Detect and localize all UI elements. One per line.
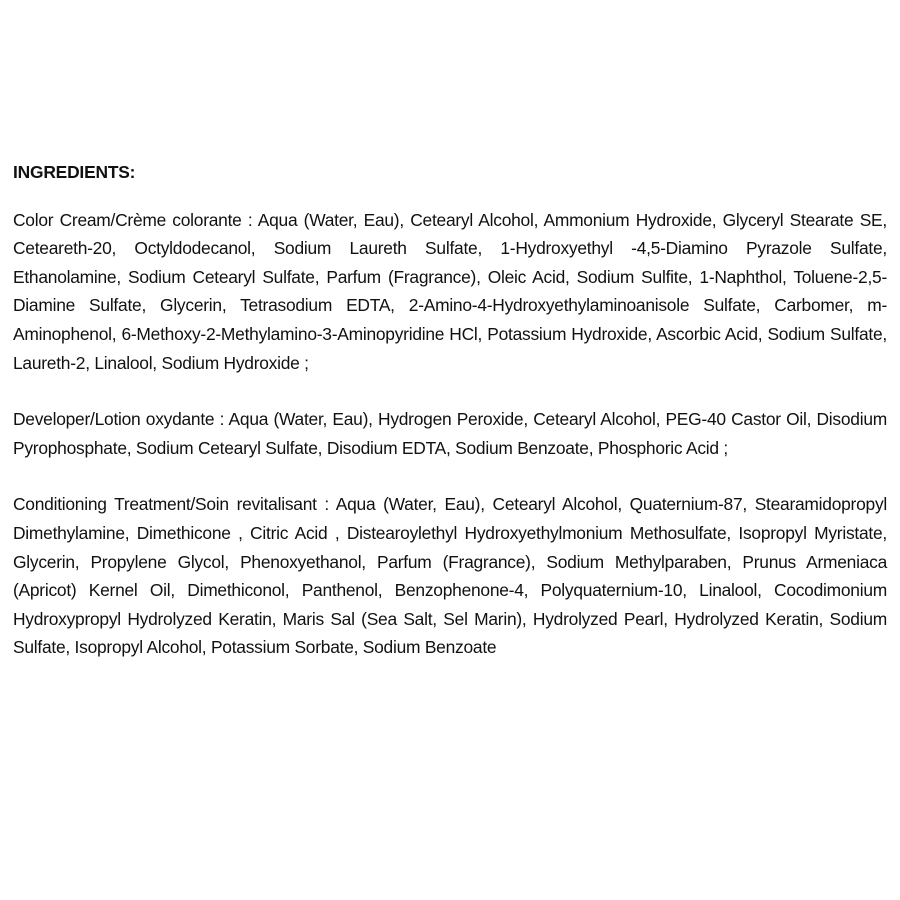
developer-ingredients: Developer/Lotion oxydante : Aqua (Water, Eau), Hydrogen Peroxide, Cetearyl Alcohol, PEG-40 Castor Oil, Disodium Pyrophosphate, Sodium Cetearyl Sulfate, Disodium EDTA, Sodium Benzoate, Phosphoric Acid ; xyxy=(13,409,887,458)
conditioning-treatment-ingredients: Conditioning Treatment/Soin revitalisant : Aqua (Water, Eau), Cetearyl Alcohol, Quaternium-87, Stearamidopropyl Dimethylamine, Dimethicone , Citric Acid , Distearoylethyl Hydroxyethylmonium Methosulfate, Isopropyl Myristate, Glycerin, Propylene Glycol, Phenoxyethanol, Parfum (Fragrance), Sodium Methylparaben, Prunus Armeniaca (Apricot) Kernel Oil, Dimethiconol, Panthenol, Benzophenone-4, Polyquaternium-10, Linalool, Cocodimonium Hydroxypropyl Hydrolyzed Keratin, Maris Sal (Sea Salt, Sel Marin), Hydrolyzed Pearl, Hydrolyzed Keratin, Sodium Sulfate, Isopropyl Alcohol, Potassium Sorbate, Sodium Benzoate xyxy=(13,494,887,658)
ingredients-heading: INGREDIENTS: xyxy=(13,162,136,182)
ingredients-document xyxy=(13,158,887,690)
color-cream-ingredients: Color Cream/Crème colorante : Aqua (Water, Eau), Cetearyl Alcohol, Ammonium Hydroxide, Glyceryl Stearate SE, Ceteareth-20, Octyldodecanol, Sodium Laureth Sulfate, 1-Hydroxyethyl -4,5-Diamino Pyrazole Sulfate, Ethanolamine, Sodium Cetearyl Sulfate, Parfum (Fragrance), Oleic Acid, Sodium Sulfite, 1-Naphthol, Toluene-2,5-Diamine Sulfate, Glycerin, Tetrasodium EDTA, 2-Amino-4-Hydroxyethylaminoanisole Sulfate, Carbomer, m-Aminophenol, 6-Methoxy-2-Methylamino-3-Aminopyridine HCl, Potassium Hydroxide, Ascorbic Acid, Sodium Sulfate, Laureth-2, Linalool, Sodium Hydroxide ; xyxy=(13,209,887,373)
